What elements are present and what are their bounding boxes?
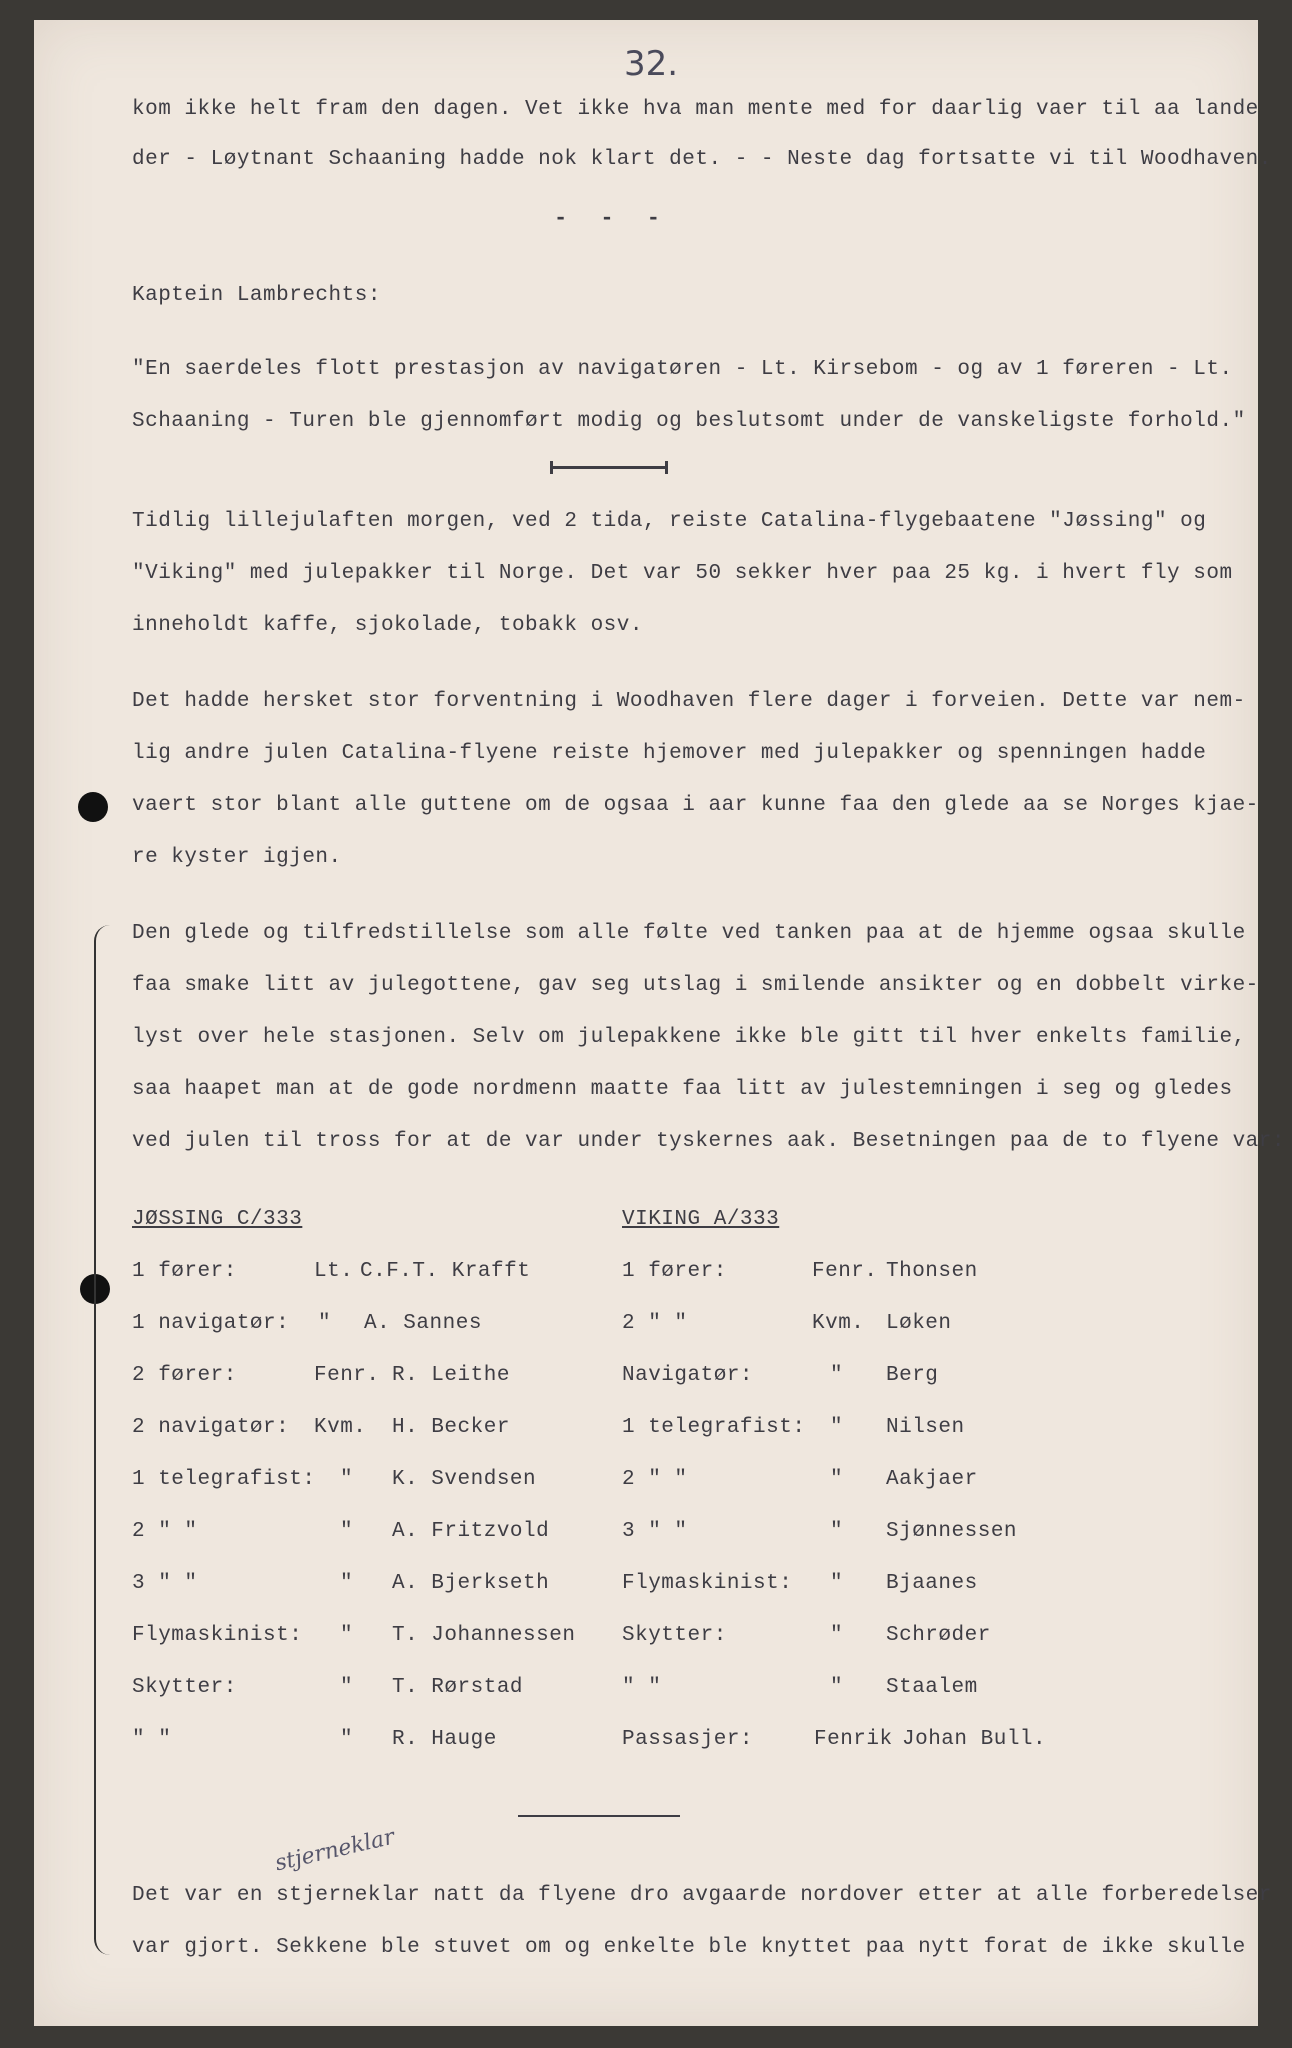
- crew-name: Sjønnessen: [886, 1520, 1018, 1543]
- crew-role: 2 " ": [132, 1520, 198, 1543]
- crew-rank: ": [340, 1728, 354, 1751]
- crew-role: 1 fører:: [132, 1260, 237, 1283]
- crew-role: Flymaskinist:: [622, 1572, 793, 1595]
- text-line: re kyster igjen.: [132, 846, 342, 869]
- crew-name: Schrøder: [886, 1624, 991, 1647]
- crew-rank: Fenr.: [314, 1364, 380, 1387]
- crew-rank: ": [340, 1520, 354, 1543]
- crew-name: A. Bjerkseth: [392, 1572, 550, 1595]
- crew-role: 2 navigatør:: [132, 1416, 290, 1439]
- text-line: faa smake litt av julegottene, gav seg utslag i smilende ansikter og en dobbelt virke-: [132, 974, 1259, 997]
- crew-name: Løken: [886, 1312, 952, 1335]
- crew-rank: ": [340, 1572, 354, 1595]
- crew-name: Bjaanes: [886, 1572, 978, 1595]
- margin-bracket: [94, 925, 110, 1955]
- text-line: der - Løytnant Schaaning hadde nok klart det. - - Neste dag fortsatte vi til Woodhaven.: [132, 148, 1272, 171]
- crew-rank: ": [830, 1676, 844, 1699]
- crew-name: T. Rørstad: [392, 1676, 524, 1699]
- crew-rank: Kvm.: [812, 1312, 865, 1335]
- crew-name: H. Becker: [392, 1416, 510, 1439]
- crew-role: Flymaskinist:: [132, 1624, 303, 1647]
- text-line: inneholdt kaffe, sjokolade, tobakk osv.: [132, 614, 643, 637]
- text-line: Den glede og tilfredstillelse som alle følte ved tanken paa at de hjemme ogsaa skulle: [132, 922, 1246, 945]
- crew-rank: ": [830, 1572, 844, 1595]
- document-page: [34, 20, 1285, 2026]
- text-line: saa haapet man at de gode nordmenn maatte faa litt av julestemningen i seg og gledes: [132, 1078, 1233, 1101]
- text-line: lyst over hele stasjonen. Selv om julepakkene ikke ble gitt til hver enkelts familie,: [132, 1026, 1246, 1049]
- crew-role: 1 navigatør:: [132, 1312, 290, 1335]
- text-line: "En saerdeles flott prestasjon av navigatøren - Lt. Kirsebom - og av 1 føreren - Lt.: [132, 358, 1233, 381]
- text-line: Det var en stjerneklar natt da flyene dro avgaarde nordover etter at alle forberedelser: [132, 1884, 1272, 1907]
- divider-line: [518, 1815, 680, 1817]
- crew-name: Thonsen: [886, 1260, 978, 1283]
- crew-name: T. Johannessen: [392, 1624, 576, 1647]
- crew-role: 1 telegrafist:: [132, 1468, 316, 1491]
- text-line: lig andre julen Catalina-flyene reiste hjemover med julepakker og spenningen hadde: [132, 742, 1207, 765]
- crew-name: Johan Bull.: [902, 1728, 1047, 1751]
- crew-rank: Fenrik: [814, 1728, 893, 1751]
- crew-name: R. Hauge: [392, 1728, 497, 1751]
- crew-name: C.F.T. Krafft: [360, 1260, 531, 1283]
- crew-role: Skytter:: [622, 1624, 727, 1647]
- text-line: vaert stor blant alle guttene om de ogsaa i aar kunne faa den glede aa se Norges kjae-: [132, 794, 1259, 817]
- crew-name: Berg: [886, 1364, 939, 1387]
- text-line: Tidlig lillejulaften morgen, ved 2 tida, reiste Catalina-flygebaatene "Jøssing" og: [132, 510, 1207, 533]
- crew-name: R. Leithe: [392, 1364, 510, 1387]
- text-line: Det hadde hersket stor forventning i Woodhaven flere dager i forveien. Dette var nem-: [132, 690, 1246, 713]
- crew-name: Staalem: [886, 1676, 978, 1699]
- crew-role: 3 " ": [132, 1572, 198, 1595]
- crew-header-jossing: JØSSING C/333: [132, 1208, 303, 1231]
- crew-role: 1 fører:: [622, 1260, 727, 1283]
- crew-rank: Fenr.: [812, 1260, 878, 1283]
- text-line: ved julen til tross for at de var under tyskernes aak. Besetningen paa de to flyene var:: [132, 1130, 1285, 1153]
- crew-name: A. Sannes: [364, 1312, 482, 1335]
- section-separator: - - -: [554, 206, 671, 231]
- crew-role: 3 " ": [622, 1520, 688, 1543]
- crew-rank: ": [340, 1468, 354, 1491]
- page-number: 32.: [624, 44, 679, 84]
- crew-rank: ": [830, 1624, 844, 1647]
- crew-rank: ": [830, 1364, 844, 1387]
- crew-role: " ": [132, 1728, 172, 1751]
- crew-rank: ": [318, 1312, 332, 1335]
- crew-role: 2 " ": [622, 1468, 688, 1491]
- crew-role: Skytter:: [132, 1676, 237, 1699]
- crew-rank: ": [340, 1676, 354, 1699]
- crew-rank: Lt.: [314, 1260, 354, 1283]
- crew-rank: ": [830, 1468, 844, 1491]
- crew-name: Aakjaer: [886, 1468, 978, 1491]
- crew-name: A. Fritzvold: [392, 1520, 550, 1543]
- crew-role: 2 fører:: [132, 1364, 237, 1387]
- crew-rank: ": [340, 1624, 354, 1647]
- crew-role: 1 telegrafist:: [622, 1416, 806, 1439]
- punch-hole: [78, 792, 108, 822]
- crew-header-viking: VIKING A/333: [622, 1208, 780, 1231]
- text-line: var gjort. Sekkene ble stuvet om og enkelte ble knyttet paa nytt forat de ikke skulle: [132, 1936, 1246, 1959]
- text-line: "Viking" med julepakker til Norge. Det var 50 sekker hver paa 25 kg. i hvert fly som: [132, 562, 1233, 585]
- crew-role: Passasjer:: [622, 1728, 754, 1751]
- crew-role: 2 " ": [622, 1312, 688, 1335]
- crew-name: K. Svendsen: [392, 1468, 537, 1491]
- crew-role: Navigatør:: [622, 1364, 754, 1387]
- crew-rank: Kvm.: [314, 1416, 367, 1439]
- handwritten-annotation: stjerneklar: [272, 1824, 397, 1877]
- text-line: Schaaning - Turen ble gjennomført modig og beslutsomt under de vanskeligste forhold.": [132, 410, 1246, 433]
- crew-role: " ": [622, 1676, 662, 1699]
- decorative-rule: [550, 466, 668, 469]
- text-line: kom ikke helt fram den dagen. Vet ikke hva man mente med for daarlig vaer til aa lande: [132, 98, 1259, 121]
- crew-rank: ": [830, 1520, 844, 1543]
- crew-rank: ": [830, 1416, 844, 1439]
- text-line: Kaptein Lambrechts:: [132, 284, 381, 307]
- crew-name: Nilsen: [886, 1416, 965, 1439]
